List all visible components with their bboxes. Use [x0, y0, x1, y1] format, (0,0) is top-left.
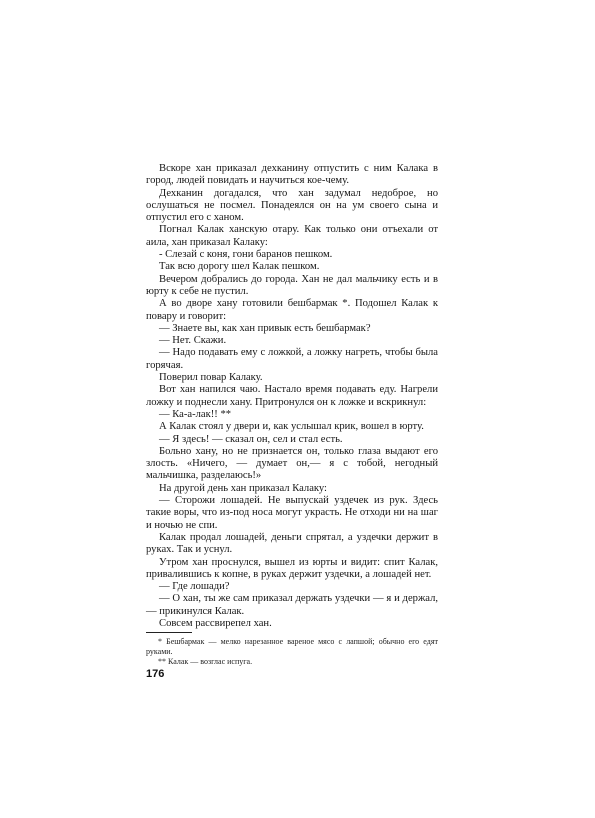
paragraph: - Слезай с коня, гони баранов пешком. — [159, 249, 333, 261]
paragraph: Вечером добрались до города. Хан не дал мальчику есть и в юрту к себе не пустил. — [146, 273, 438, 297]
paragraph: — Надо подавать ему с ложкой, а ложку нагреть, чтобы была горячая. — [146, 347, 438, 371]
paragraph: — Я здесь! — сказал он, сел и стал есть. — [159, 433, 343, 445]
main-text — [146, 163, 438, 630]
paragraph: — Сторожи лошадей. Не выпускай уздечек из рук. Здесь такие воры, что из-под носа могут украсть. Не отходи ни на шаг и ночью не спи. — [146, 495, 438, 531]
paragraph: — Где лошади? — [159, 581, 230, 593]
paragraph: — Нет. Скажи. — [159, 335, 227, 347]
footnote: * Бешбармак — мелко нарезанное вареное мясо с лапшой; обычно его едят руками. — [146, 637, 438, 656]
paragraph: — Ка-а-лак!! ** — [159, 408, 232, 420]
footnote: ** Калак — возглас испуга. — [158, 657, 253, 666]
paragraph: Погнал Калак ханскую отару. Как только они отъехали от аила, хан приказал Калаку: — [146, 224, 438, 248]
paragraph: А Калак стоял у двери и, как услышал крик, вошел в юрту. — [159, 421, 424, 433]
paragraph: На другой день хан приказал Калаку: — [159, 482, 328, 494]
paragraph: — Знаете вы, как хан привык есть бешбармак? — [159, 322, 371, 334]
paragraph: Утром хан проснулся, вышел из юрты и видит: спит Калак, привалившись к копне, в руках держит уздечки, а лошадей нет. — [146, 556, 438, 580]
paragraph: Совсем рассвирепел хан. — [159, 617, 272, 629]
paragraph: Так всю дорогу шел Калак пешком. — [159, 261, 320, 273]
paragraph: Вскоре хан приказал дехканину отпустить с ним Калака в город, людей повидать и научиться кое-чему. — [146, 163, 438, 187]
page-number: 176 — [146, 668, 165, 680]
paragraph: Вот хан напился чаю. Настало время подавать еду. Нагрели ложку и поднесли хану. Притронулся он к ложке и вскрикнул: — [146, 384, 438, 408]
paragraph: А во дворе хану готовили бешбармак *. Подошел Калак к повару и говорит: — [146, 298, 438, 322]
paragraph: — О хан, ты же сам приказал держать уздечки — я и держал,— прикинулся Калак. — [146, 593, 438, 617]
footnotes — [146, 637, 438, 667]
paragraph: Больно хану, но не признается он, только глаза выдают его злость. «Ничего, — думает он,— я с тобой, негодный мальчишка, разделаюсь!» — [146, 445, 438, 482]
paragraph: Дехканин догадался, что хан задумал недоброе, но ослушаться не посмел. Понадеялся он на ум своего сына и отпустил его с ханом. — [146, 187, 438, 224]
paragraph: Поверил повар Калаку. — [159, 372, 263, 384]
footnote-divider — [146, 632, 192, 633]
paragraph: Калак продал лошадей, деньги спрятал, а уздечки держит в руках. Так и уснул. — [146, 531, 438, 556]
